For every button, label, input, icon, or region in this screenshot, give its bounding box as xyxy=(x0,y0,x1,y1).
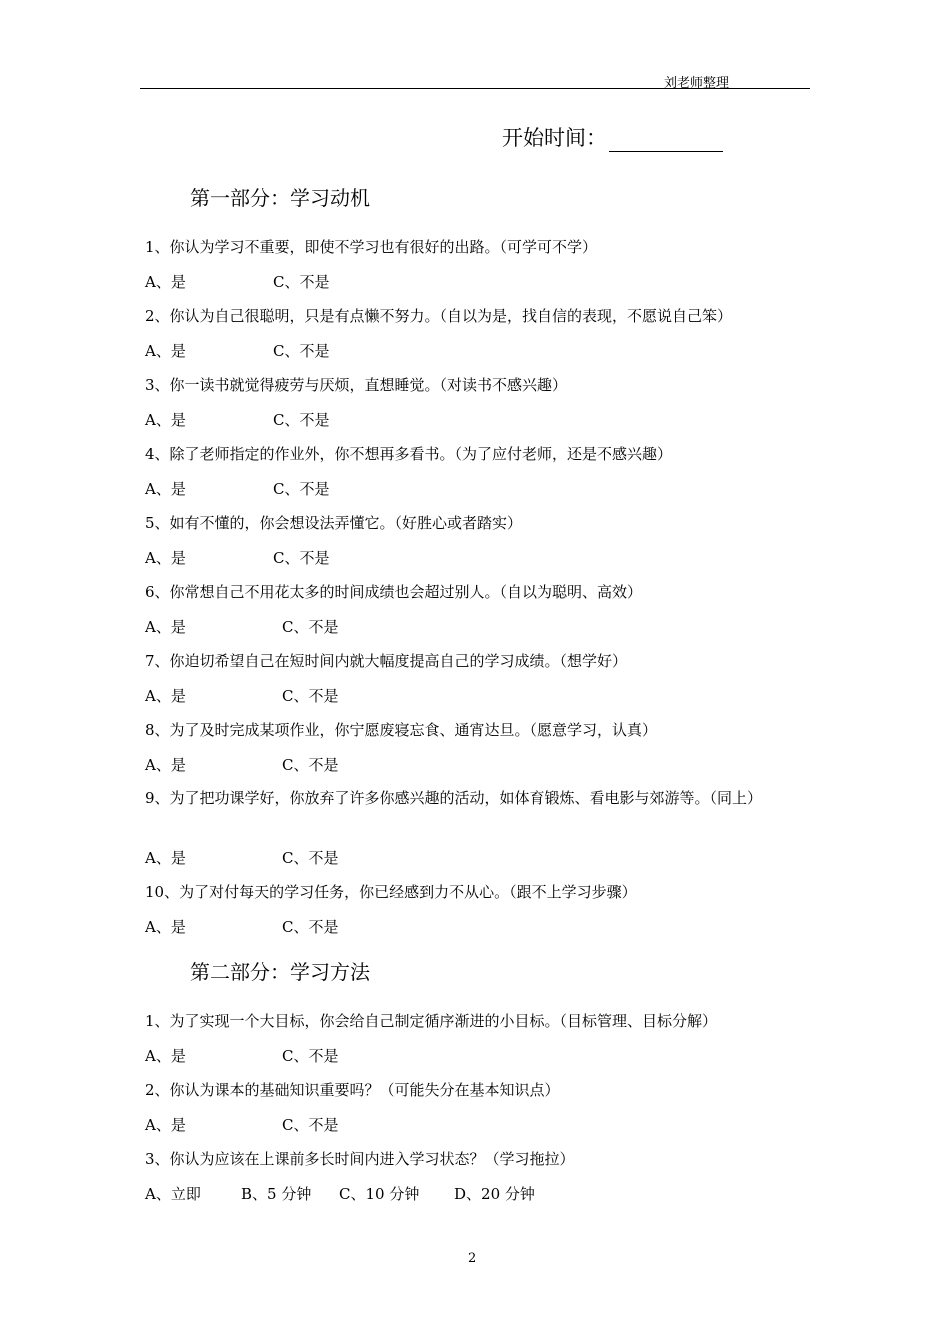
start-time-label: 开始时间： xyxy=(502,126,607,150)
question-item: 2、你认为课本的基础知识重要吗？（可能失分在基本知识点） xyxy=(145,1081,560,1099)
header-divider xyxy=(140,88,810,89)
option-c[interactable]: C、不是 xyxy=(282,687,339,705)
question-item: 3、你认为应该在上课前多长时间内进入学习状态？（学习拖拉） xyxy=(145,1150,575,1168)
page-number: 2 xyxy=(468,1251,477,1266)
option-c[interactable]: C、不是 xyxy=(273,549,330,567)
option-a[interactable]: A、是 xyxy=(145,687,186,705)
start-time xyxy=(502,122,723,152)
option-a[interactable]: A、是 xyxy=(145,549,186,567)
section-title-motivation: 第一部分：学习动机 xyxy=(190,186,370,210)
option-c[interactable]: C、不是 xyxy=(282,618,339,636)
option-b[interactable]: B、5 分钟 xyxy=(241,1185,312,1203)
option-c[interactable]: C、不是 xyxy=(282,1047,339,1065)
option-c[interactable]: C、不是 xyxy=(273,411,330,429)
option-a[interactable]: A、是 xyxy=(145,480,186,498)
section-title-methods: 第二部分：学习方法 xyxy=(190,960,370,984)
header-text: 刘老师整理 xyxy=(664,76,730,91)
question-item: 6、你常想自己不用花太多的时间成绩也会超过别人。（自以为聪明、高效） xyxy=(145,583,643,601)
option-a[interactable]: A、是 xyxy=(145,342,186,360)
question-item: 9、为了把功课学好，你放弃了许多你感兴趣的活动，如体育锻炼、看电影与郊游等。（同上） xyxy=(145,789,763,807)
option-a[interactable]: A、是 xyxy=(145,918,186,936)
option-a[interactable]: A、是 xyxy=(145,1116,186,1134)
option-a[interactable]: A、立即 xyxy=(145,1185,201,1203)
question-item: 1、你认为学习不重要，即使不学习也有很好的出路。（可学可不学） xyxy=(145,238,598,256)
option-a[interactable]: A、是 xyxy=(145,618,186,636)
option-c[interactable]: C、不是 xyxy=(282,849,339,867)
question-item: 5、如有不懂的，你会想设法弄懂它。（好胜心或者踏实） xyxy=(145,514,523,532)
start-time-blank[interactable] xyxy=(609,125,723,152)
option-c[interactable]: C、不是 xyxy=(282,918,339,936)
option-c[interactable]: C、不是 xyxy=(273,480,330,498)
question-item: 1、为了实现一个大目标，你会给自己制定循序渐进的小目标。（目标管理、目标分解） xyxy=(145,1012,718,1030)
option-a[interactable]: A、是 xyxy=(145,849,186,867)
question-item: 2、你认为自己很聪明，只是有点懒不努力。（自以为是，找自信的表现，不愿说自己笨） xyxy=(145,307,733,325)
question-item: 3、你一读书就觉得疲劳与厌烦，直想睡觉。（对读书不感兴趣） xyxy=(145,376,568,394)
question-item: 8、为了及时完成某项作业，你宁愿废寝忘食、通宵达旦。（愿意学习，认真） xyxy=(145,721,658,739)
option-a[interactable]: A、是 xyxy=(145,1047,186,1065)
option-c[interactable]: C、不是 xyxy=(282,1116,339,1134)
option-c[interactable]: C、不是 xyxy=(282,756,339,774)
question-item: 10、为了对付每天的学习任务，你已经感到力不从心。（跟不上学习步骤） xyxy=(145,883,637,901)
option-d[interactable]: D、20 分钟 xyxy=(454,1185,535,1203)
option-a[interactable]: A、是 xyxy=(145,411,186,429)
option-c[interactable]: C、不是 xyxy=(273,342,330,360)
option-c[interactable]: C、不是 xyxy=(273,273,330,291)
question-item: 4、除了老师指定的作业外，你不想再多看书。（为了应付老师，还是不感兴趣） xyxy=(145,445,673,463)
question-item: 7、你迫切希望自己在短时间内就大幅度提高自己的学习成绩。（想学好） xyxy=(145,652,628,670)
option-a[interactable]: A、是 xyxy=(145,273,186,291)
option-c[interactable]: C、10 分钟 xyxy=(339,1185,420,1203)
option-a[interactable]: A、是 xyxy=(145,756,186,774)
